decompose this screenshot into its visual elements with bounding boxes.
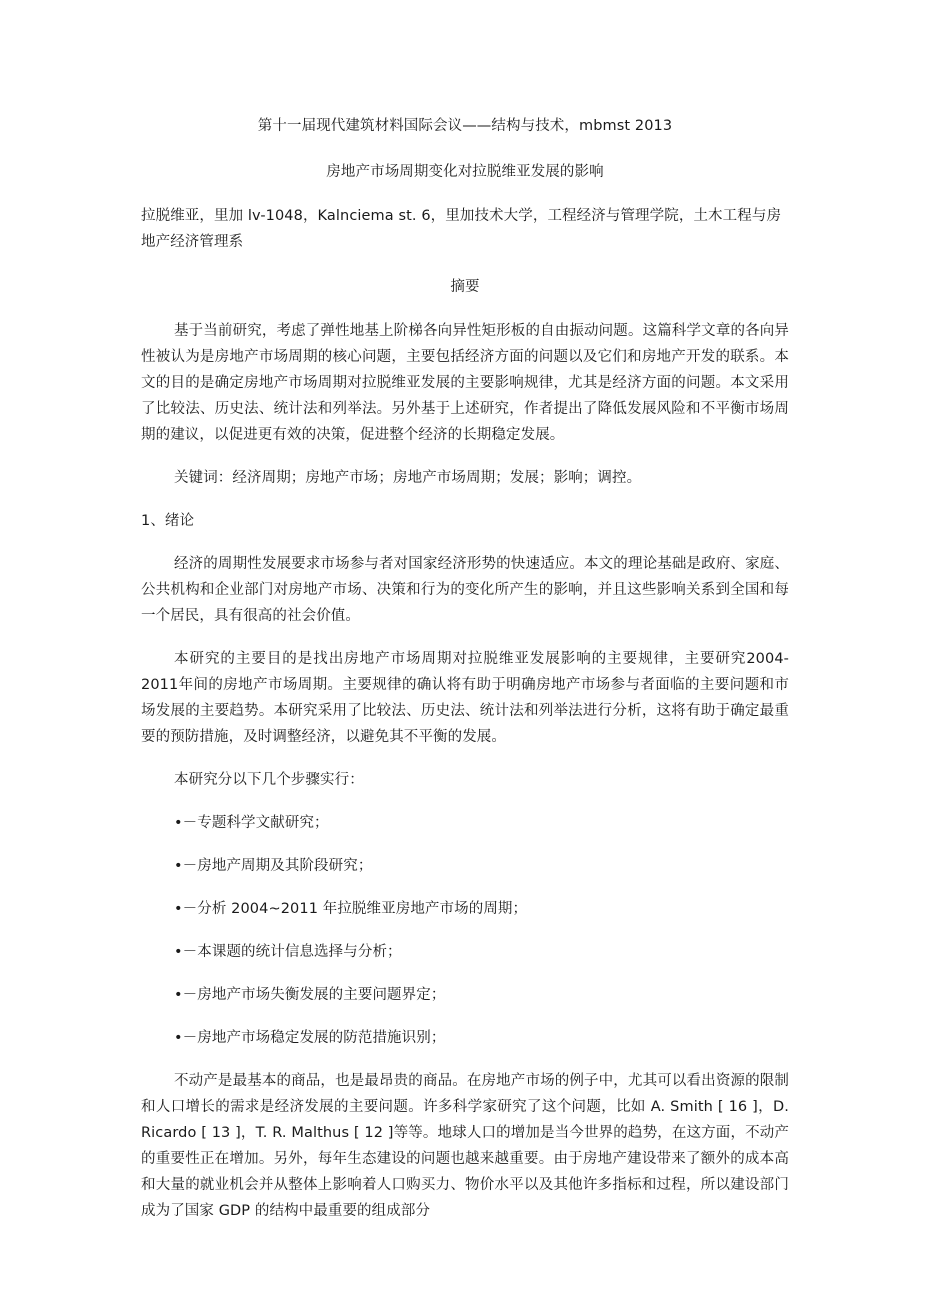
- steps-intro: 本研究分以下几个步骤实行：: [174, 772, 364, 788]
- section-heading-introduction: 1、绪论: [141, 513, 195, 529]
- list-item: •－房地产市场失衡发展的主要问题界定；: [174, 987, 446, 1003]
- list-item: •－分析 2004~2011 年拉脱维亚房地产市场的周期；: [174, 901, 528, 917]
- author-affiliation: 拉脱维亚，里加 lv-1048，Kalnciema st. 6，里加技术大学，工程经济与管理学院，土木工程与房地产经济管理系: [141, 208, 782, 250]
- conference-title: 第十一届现代建筑材料国际会议——结构与技术，mbmst 2013: [257, 118, 673, 134]
- intro-paragraph-2: 本研究的主要目的是找出房地产市场周期对拉脱维亚发展影响的主要规律，主要研究2004-2011年间的房地产市场周期。主要规律的确认将有助于明确房地产市场参与者面临的主要问题和市场发展的主要趋势。本研究采用了比较法、历史法、统计法和列举法进行分析，这将有助于确定最重要的预防措施，及时调整经济，以避免其不平衡的发展。: [141, 651, 789, 745]
- list-item: •－专题科学文献研究；: [174, 815, 329, 831]
- abstract-paragraph: 基于当前研究，考虑了弹性地基上阶梯各向异性矩形板的自由振动问题。这篇科学文章的各向异性被认为是房地产市场周期的核心问题，主要包括经济方面的问题以及它们和房地产开发的联系。本文的目的是确定房地产市场周期对拉脱维亚发展的主要影响规律，尤其是经济方面的问题。本文采用了比较法、历史法、统计法和列举法。另外基于上述研究，作者提出了降低发展风险和不平衡市场周期的建议，以促进更有效的决策，促进整个经济的长期稳定发展。: [141, 323, 789, 443]
- keywords-paragraph: 关键词：经济周期；房地产市场；房地产市场周期；发展；影响；调控。: [174, 470, 642, 486]
- abstract-heading: 摘要: [450, 279, 480, 295]
- list-item: •－房地产周期及其阶段研究；: [174, 858, 373, 874]
- intro-paragraph-1: 经济的周期性发展要求市场参与者对国家经济形势的快速适应。本文的理论基础是政府、家庭、公共机构和企业部门对房地产市场、决策和行为的变化所产生的影响，并且这些影响关系到全国和每一个居民，具有很高的社会价值。: [141, 556, 789, 624]
- document-body: [141, 113, 789, 1224]
- list-item: •－本课题的统计信息选择与分析；: [174, 944, 402, 960]
- steps-list: [141, 810, 789, 1051]
- body-paragraph-real-estate: 不动产是最基本的商品，也是最昂贵的商品。在房地产市场的例子中，尤其可以看出资源的限制和人口增长的需求是经济发展的主要问题。许多科学家研究了这个问题，比如 A. Smith [ 16 ]，D. Ricardo [ 13 ]，T. R. Malthus [ 12 ]等等。地球人口的增加是当今世界的趋势，在这方面，不动产的重要性正在增加。另外，每年生态建设的问题也越来越重要。由于房地产建设带来了额外的成本高和大量的就业机会并从整体上影响着人口购买力、物价水平以及其他许多指标和过程，所以建设部门成为了国家 GDP 的结构中最重要的组成部分: [141, 1073, 789, 1219]
- list-item: •－房地产市场稳定发展的防范措施识别；: [174, 1030, 446, 1046]
- paper-title: 房地产市场周期变化对拉脱维亚发展的影响: [326, 164, 604, 180]
